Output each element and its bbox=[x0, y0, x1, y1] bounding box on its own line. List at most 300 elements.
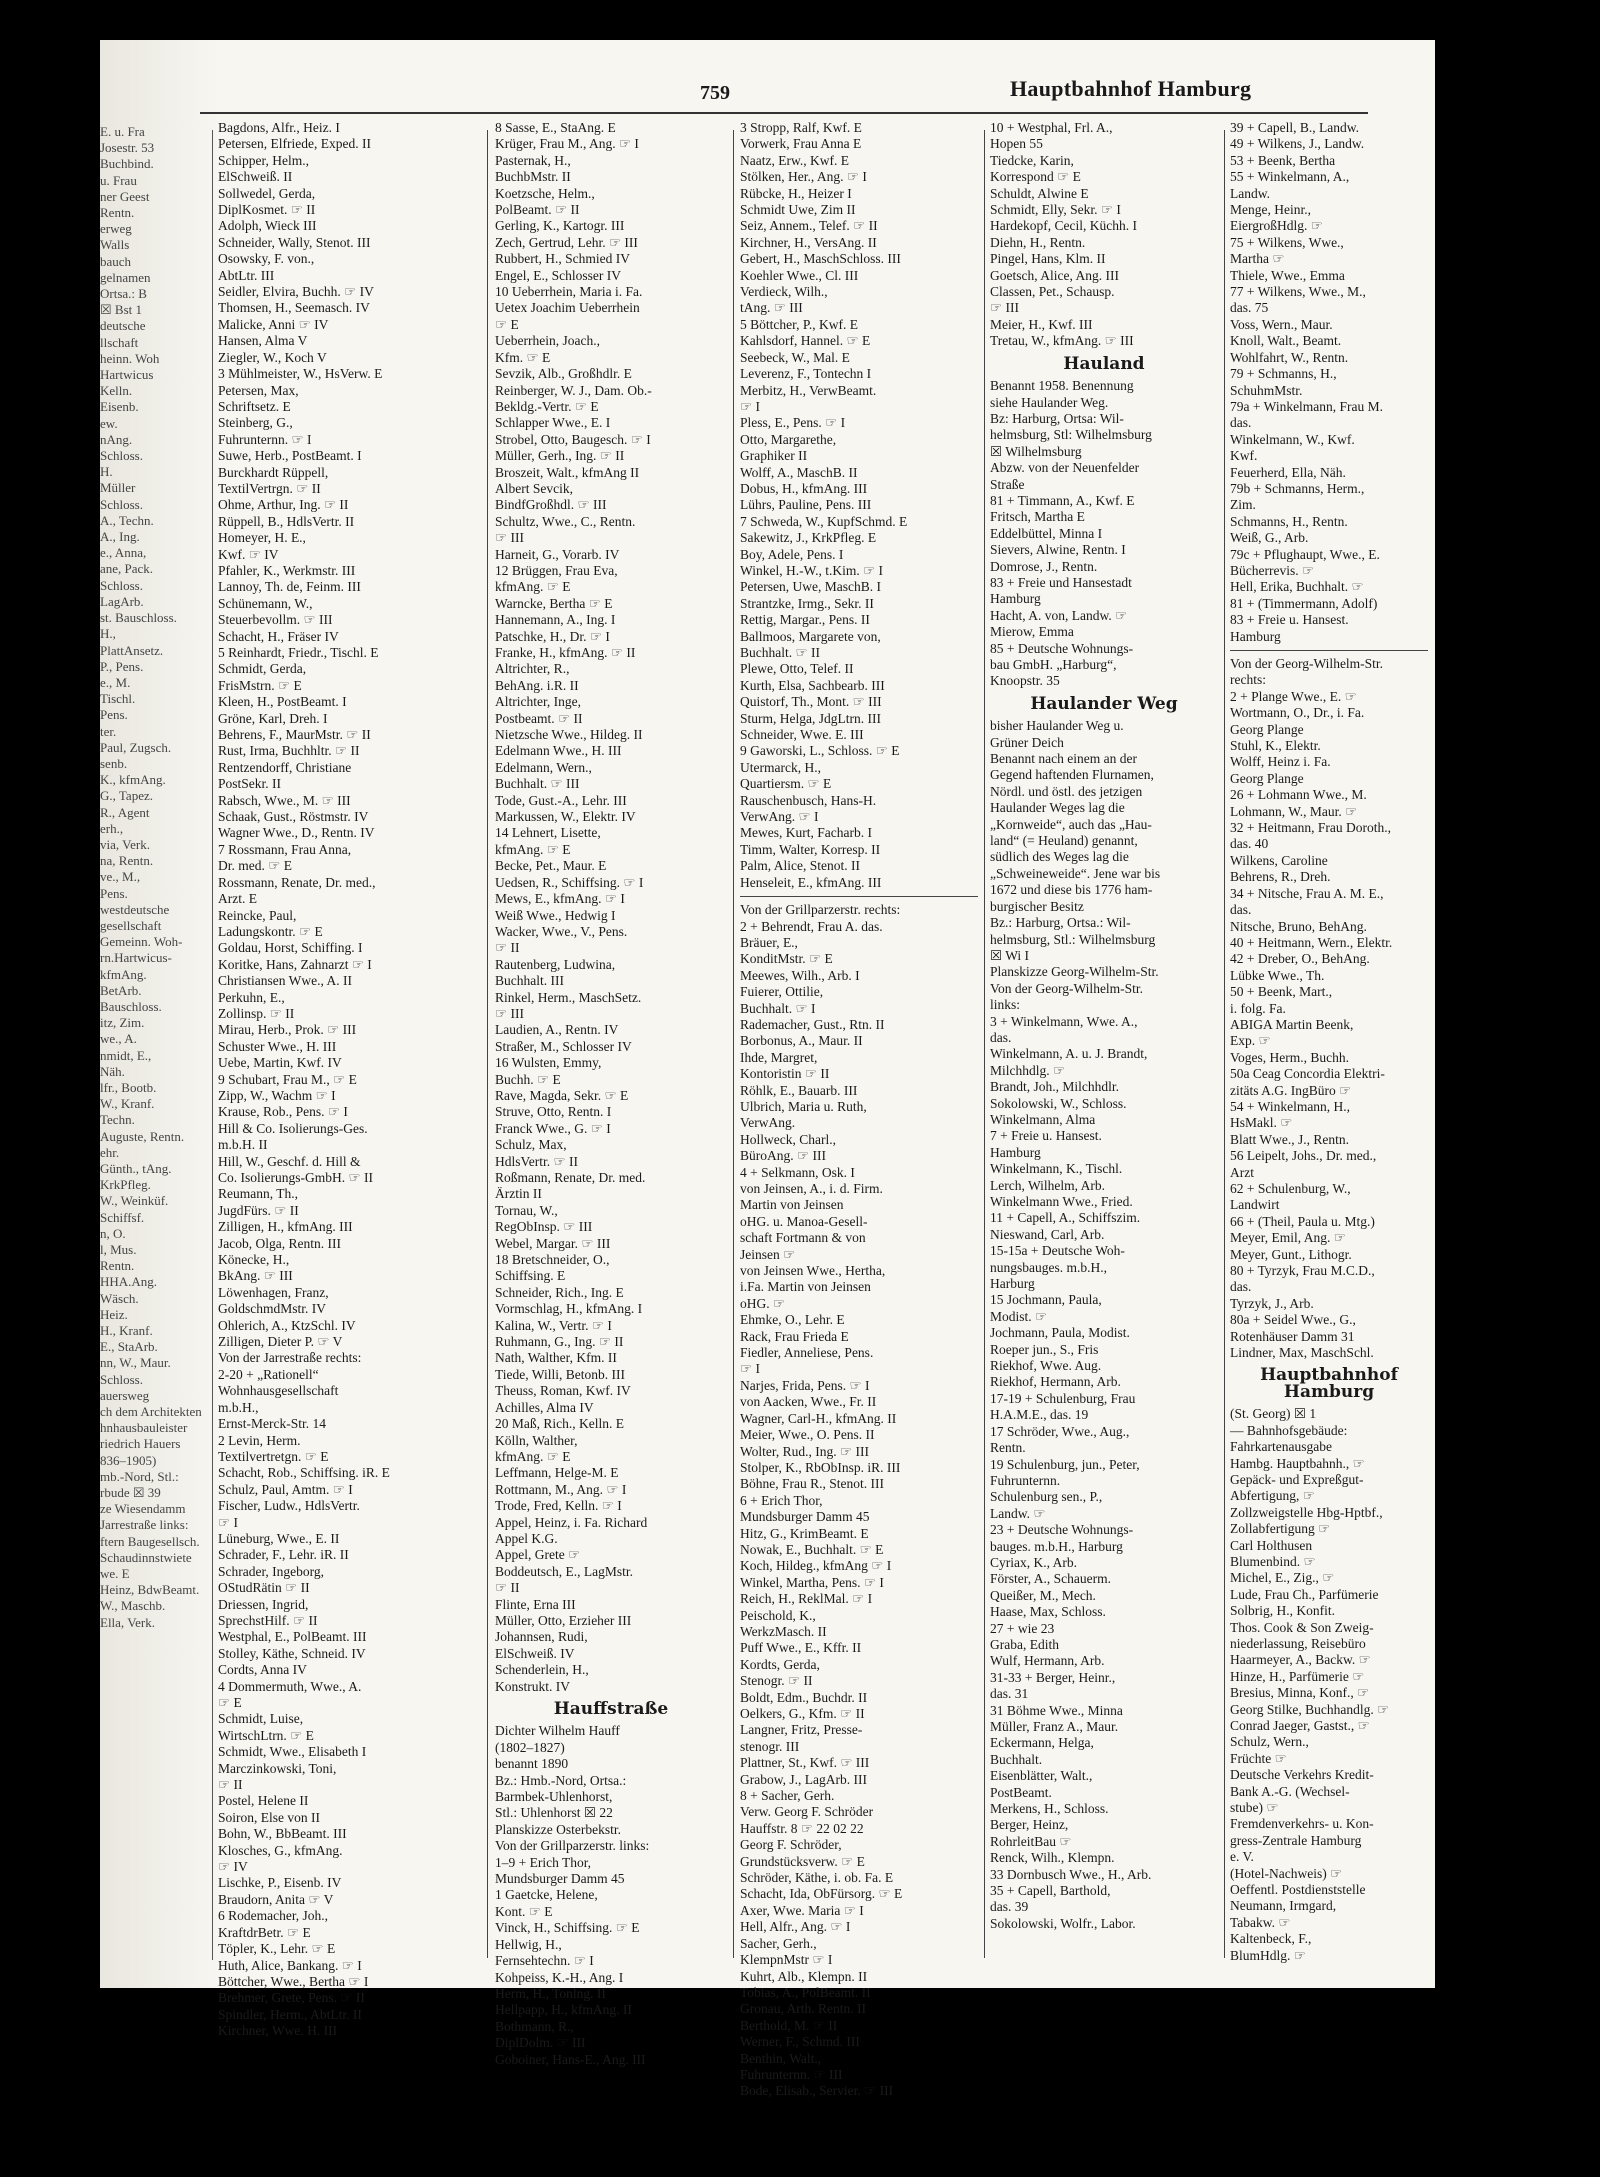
directory-entry: Meyer, Gunt., Lithogr. bbox=[1230, 1246, 1352, 1262]
directory-entry: Gegend haftenden Flurnamen, bbox=[990, 767, 1154, 783]
directory-entry: Georg Plange bbox=[1230, 770, 1304, 786]
directory-entry: Mewes, Kurt, Facharb. I bbox=[740, 825, 872, 841]
directory-entry: tAng. ☞ III bbox=[740, 300, 803, 316]
directory-entry: Kfm. ☞ E bbox=[495, 349, 551, 365]
directory-entry: Deutsche Verkehrs Kredit- bbox=[1230, 1767, 1374, 1783]
directory-entry: 5 Böttcher, P., Kwf. E bbox=[740, 316, 858, 332]
directory-entry: Uetex Joachim Ueberrhein bbox=[495, 300, 640, 316]
directory-entry: Müller, Franz A., Maur. bbox=[990, 1719, 1119, 1734]
directory-entry: Warncke, Bertha ☞ E bbox=[495, 595, 613, 611]
directory-entry: 54 + Winkelmann, H., bbox=[1230, 1098, 1351, 1114]
fragment-line: Paul, Zugsch. bbox=[100, 739, 172, 755]
directory-entry: Hauffstr. 8 ☞ 22 02 22 bbox=[740, 1820, 864, 1836]
directory-entry: Schaak, Gust., Röstmstr. IV bbox=[218, 809, 369, 825]
directory-entry: 79c + Pflughaupt, Wwe., E. bbox=[1230, 546, 1380, 562]
directory-entry: Lannoy, Th. de, Feinm. III bbox=[218, 579, 361, 595]
directory-entry: AbtLtr. III bbox=[218, 267, 275, 283]
directory-entry: Sevzik, Alb., Großhdlr. E bbox=[495, 366, 632, 382]
directory-entry: Schulenburg sen., P., bbox=[990, 1489, 1103, 1505]
directory-entry: Langner, Fritz, Presse- bbox=[740, 1722, 863, 1738]
directory-entry: Benthin, Walt., bbox=[740, 2050, 822, 2066]
fragment-line: e., Anna, bbox=[100, 545, 147, 561]
directory-entry: Laudien, A., Rentn. IV bbox=[495, 1022, 619, 1038]
directory-entry: siehe Haulander Weg. bbox=[990, 394, 1109, 410]
directory-entry: 9 Gaworski, L., Schloss. ☞ E bbox=[740, 743, 900, 759]
directory-entry: Nitsche, Bruno, BehAng. bbox=[1230, 918, 1367, 934]
directory-entry: Grüner Deich bbox=[990, 734, 1064, 750]
directory-entry: Georg F. Schröder, bbox=[740, 1837, 842, 1853]
directory-entry: Leverenz, F., Tontechn I bbox=[740, 366, 872, 382]
directory-entry: land“ (= Heuland) genannt, bbox=[990, 833, 1138, 849]
directory-entry: 23 + Deutsche Wohnungs- bbox=[990, 1522, 1134, 1538]
directory-entry: Martin von Jeinsen bbox=[740, 1197, 844, 1213]
directory-entry: ☞ III bbox=[990, 300, 1019, 316]
directory-entry: Huth, Alice, Bankang. ☞ I bbox=[218, 1957, 362, 1973]
directory-entry: das. 31 bbox=[990, 1686, 1029, 1702]
column-3 bbox=[740, 120, 978, 2099]
directory-entry: Kordts, Gerda, bbox=[740, 1656, 820, 1672]
directory-entry: Franke, H., kfmAng. ☞ II bbox=[495, 645, 636, 660]
directory-entry: 10 Ueberrhein, Maria i. Fa. bbox=[495, 284, 643, 300]
directory-entry: kfmAng. ☞ E bbox=[495, 579, 571, 595]
directory-entry: von Jeinsen, A., i. d. Firm. bbox=[740, 1181, 883, 1196]
directory-entry: Straßer, M., Schlosser IV bbox=[495, 1038, 632, 1054]
directory-entry: Naatz, Erw., Kwf. E bbox=[740, 152, 849, 168]
fragment-line: Josestr. 53 bbox=[100, 140, 155, 156]
directory-entry: Rauschenbusch, Hans-H. bbox=[740, 792, 877, 808]
directory-entry: Eckermann, Helga, bbox=[990, 1735, 1094, 1751]
directory-entry: Otto, Margarethe, bbox=[740, 431, 837, 447]
directory-entry: Ohlerich, A., KtzSchl. IV bbox=[218, 1317, 356, 1333]
directory-entry: Fahrkartenausgabe bbox=[1230, 1439, 1332, 1455]
directory-entry: Seidler, Elvira, Buchh. ☞ IV bbox=[218, 284, 374, 300]
directory-entry: Struve, Otto, Rentn. I bbox=[495, 1104, 612, 1120]
directory-entry: 49 + Wilkens, J., Landw. bbox=[1230, 136, 1365, 152]
fragment-line: Ortsa.: B bbox=[100, 286, 147, 302]
directory-entry: Benannt 1958. Benennung bbox=[990, 378, 1134, 394]
directory-entry: 1–9 + Erich Thor, bbox=[495, 1854, 592, 1870]
directory-entry: Thos. Cook & Son Zweig- bbox=[1230, 1619, 1374, 1635]
directory-entry: Buchhalt. ☞ II bbox=[740, 645, 820, 660]
directory-entry: 10 + Westphal, Frl. A., bbox=[990, 120, 1113, 135]
directory-entry: 8 + Sacher, Gerh. bbox=[740, 1788, 835, 1804]
directory-entry: Altrichter, R., bbox=[495, 661, 570, 677]
directory-entry: Rossmann, Renate, Dr. med., bbox=[218, 874, 376, 890]
directory-entry: 20 Maß, Rich., Kelln. E bbox=[495, 1416, 624, 1432]
directory-entry: Pasternak, H., bbox=[495, 152, 571, 168]
directory-entry: 7 Schweda, W., KupfSchmd. E bbox=[740, 513, 908, 529]
directory-entry: Zollinsp. ☞ II bbox=[218, 1005, 295, 1021]
directory-entry: Buchhalt. ☞ I bbox=[740, 1000, 816, 1016]
directory-entry: Conrad Jaeger, Gastst., ☞ bbox=[1230, 1718, 1370, 1733]
fragment-line: Jarrestraße links: bbox=[100, 1517, 189, 1533]
directory-entry: Stölken, Her., Ang. ☞ I bbox=[740, 169, 867, 185]
page-header: Hauptbahnhof Hamburg bbox=[1010, 76, 1252, 101]
directory-entry: Abzw. von der Neuenfelder bbox=[990, 460, 1140, 476]
directory-entry: Petersen, Max, bbox=[218, 382, 299, 398]
fragment-line: rbude ☒ 39 bbox=[100, 1485, 161, 1501]
directory-entry: 50a Ceag Concordia Elektri- bbox=[1230, 1066, 1385, 1082]
fragment-line: ter. bbox=[100, 723, 117, 739]
directory-entry: Zipp, W., Wachm ☞ I bbox=[218, 1087, 336, 1103]
directory-entry: 2 Levin, Herm. bbox=[218, 1432, 301, 1448]
directory-entry: Reumann, Th., bbox=[218, 1186, 298, 1202]
directory-entry: 53 + Beenk, Bertha bbox=[1230, 152, 1336, 168]
directory-entry: 14 Lehnert, Lisette, bbox=[495, 825, 601, 841]
directory-entry: Bank A.-G. (Wechsel- bbox=[1230, 1783, 1350, 1799]
fragment-line: nn, W., Maur. bbox=[100, 1355, 171, 1371]
directory-entry: Burckhardt Rüppell, bbox=[218, 464, 329, 480]
directory-entry: 1672 und diese bis 1776 ham- bbox=[990, 882, 1153, 898]
directory-entry: VerwAng. ☞ I bbox=[740, 809, 819, 825]
directory-entry: Theuss, Roman, Kwf. IV bbox=[495, 1383, 631, 1399]
directory-entry: Malicke, Anni ☞ IV bbox=[218, 316, 329, 332]
directory-entry: Thomsen, H., Seemasch. IV bbox=[218, 300, 370, 316]
directory-entry: Schiffsing. E bbox=[495, 1268, 566, 1284]
directory-entry: Ernst-Merck-Str. 14 bbox=[218, 1416, 326, 1432]
directory-entry: WerkzMasch. II bbox=[740, 1623, 827, 1639]
directory-entry: SprechstHilf. ☞ II bbox=[218, 1612, 318, 1628]
fragment-line: westdeutsche bbox=[100, 901, 170, 917]
directory-entry: Thiele, Wwe., Emma bbox=[1230, 267, 1345, 283]
directory-entry: Carl Holthusen bbox=[1230, 1537, 1313, 1553]
directory-entry: Rubbert, H., Schmied IV bbox=[495, 251, 630, 267]
directory-entry: Schmidt, Wwe., Elisabeth I bbox=[218, 1744, 367, 1760]
fragment-line: erh., bbox=[100, 820, 124, 836]
directory-entry: 27 + wie 23 bbox=[990, 1620, 1055, 1636]
directory-entry: Von der Georg-Wilhelm-Str. bbox=[1230, 656, 1384, 671]
directory-entry: Ihde, Margret, bbox=[740, 1049, 818, 1065]
directory-entry: Hollweck, Charl., bbox=[740, 1131, 836, 1147]
directory-entry: 26 + Lohmann Wwe., M. bbox=[1230, 787, 1367, 803]
directory-entry: 12 Brüggen, Frau Eva, bbox=[495, 562, 618, 578]
directory-entry: Schmidt, Elly, Sekr. ☞ I bbox=[990, 202, 1121, 218]
fragment-line: BetArb. bbox=[100, 982, 142, 998]
directory-entry: GoldschmdMstr. IV bbox=[218, 1301, 326, 1317]
directory-entry: Boy, Adele, Pens. I bbox=[740, 546, 844, 562]
directory-entry: Narjes, Frida, Pens. ☞ I bbox=[740, 1377, 870, 1393]
directory-entry: Hinze, H., Parfümerie ☞ bbox=[1230, 1668, 1365, 1684]
fragment-line: ☒ Bst 1 bbox=[100, 302, 142, 318]
directory-entry: Bohn, W., BbBeamt. III bbox=[218, 1826, 347, 1842]
fragment-line: ehr. bbox=[100, 1144, 120, 1160]
directory-entry: BkAng. ☞ III bbox=[218, 1268, 293, 1284]
directory-entry: DiplDolm. ☞ III bbox=[495, 2035, 586, 2051]
column-1 bbox=[218, 120, 478, 2039]
street-heading: Haulander Weg bbox=[1030, 693, 1178, 714]
directory-entry: Förster, A., Schauerm. bbox=[990, 1571, 1111, 1587]
directory-entry: Riekhof, Wwe. Aug. bbox=[990, 1358, 1102, 1374]
directory-entry: schaft Fortmann & von bbox=[740, 1230, 866, 1246]
directory-entry: 17 Schröder, Wwe., Aug., bbox=[990, 1423, 1130, 1439]
directory-entry: Mundsburger Damm 45 bbox=[740, 1509, 870, 1525]
directory-entry: Von der Grillparzerstr. rechts: bbox=[740, 902, 901, 918]
directory-entry: Leffmann, Helge-M. E bbox=[495, 1465, 619, 1481]
directory-entry: Puff Wwe., E., Kffr. II bbox=[740, 1640, 862, 1656]
directory-entry: das. 39 bbox=[990, 1899, 1029, 1915]
directory-entry: Zilligen, Dieter P. ☞ V bbox=[218, 1334, 343, 1350]
directory-entry: Kalina, W., Vertr. ☞ I bbox=[495, 1317, 612, 1333]
fragment-line: we., A. bbox=[100, 1031, 137, 1047]
directory-entry: ☞ III bbox=[495, 530, 524, 546]
directory-entry: 31-33 + Berger, Heinr., bbox=[990, 1669, 1116, 1685]
directory-entry: ☞ IV bbox=[218, 1859, 248, 1875]
directory-entry: Schrader, F., Lehr. iR. II bbox=[218, 1547, 349, 1563]
directory-entry: Menge, Heinr., bbox=[1230, 202, 1311, 218]
directory-entry: Feuerherd, Ella, Näh. bbox=[1230, 464, 1346, 480]
directory-entry: benannt 1890 bbox=[495, 1756, 569, 1772]
directory-entry: 79 + Schmanns, H., bbox=[1230, 366, 1337, 382]
directory-entry: Bagdons, Alfr., Heiz. I bbox=[218, 120, 340, 135]
directory-entry: Herm, H., Tonlng. II bbox=[495, 1985, 606, 2001]
directory-entry: ☞ II bbox=[495, 1580, 520, 1596]
directory-entry: Renck, Wilh., Klempn. bbox=[990, 1850, 1115, 1866]
directory-entry: Graphiker II bbox=[740, 448, 808, 464]
directory-entry: Petersen, Uwe, MaschB. I bbox=[740, 579, 881, 595]
directory-entry: Nietzsche Wwe., Hildeg. II bbox=[495, 727, 643, 743]
directory-entry: Tornau, W., bbox=[495, 1202, 558, 1218]
directory-entry: Altrichter, Inge, bbox=[495, 694, 582, 710]
directory-entry: Nördl. und östl. des jetzigen bbox=[990, 783, 1143, 799]
directory-entry: ☒ Wi I bbox=[990, 947, 1030, 963]
directory-entry: Michel, E., Zig., ☞ bbox=[1230, 1570, 1335, 1586]
directory-entry: Fiedler, Anneliese, Pens. bbox=[740, 1345, 874, 1361]
directory-entry: Merkens, H., Schloss. bbox=[990, 1801, 1109, 1817]
directory-entry: Utermarck, H., bbox=[740, 759, 821, 775]
directory-entry: 2 + Plange Wwe., E. ☞ bbox=[1230, 688, 1357, 704]
directory-entry: Sakewitz, J., KrkPfleg. E bbox=[740, 530, 877, 546]
fragment-line: Müller bbox=[100, 480, 136, 496]
directory-entry: e. V. bbox=[1230, 1849, 1254, 1865]
directory-entry: 62 + Schulenburg, W., bbox=[1230, 1181, 1351, 1196]
fragment-line: Eisenb. bbox=[100, 399, 139, 415]
directory-entry: 31 Böhme Wwe., Minna bbox=[990, 1702, 1123, 1718]
directory-entry: helmsburg, Stl.: Wilhelmsburg bbox=[990, 931, 1156, 947]
directory-entry: Grabow, J., LagArb. III bbox=[740, 1771, 867, 1787]
directory-entry: Koehler Wwe., Cl. III bbox=[740, 267, 859, 283]
directory-entry: Voges, Herm., Buchh. bbox=[1230, 1049, 1349, 1065]
directory-entry: Jeinsen ☞ bbox=[740, 1246, 796, 1262]
directory-entry: BehAng. i.R. II bbox=[495, 677, 579, 693]
directory-entry: 34 + Nitsche, Frau A. M. E., bbox=[1230, 885, 1384, 901]
directory-entry: Lindner, Max, MaschSchl. bbox=[1230, 1345, 1374, 1361]
directory-entry: HsMakl. ☞ bbox=[1230, 1115, 1293, 1131]
directory-entry: Pingel, Hans, Klm. II bbox=[990, 251, 1106, 267]
directory-entry: Ohme, Arthur, Ing. ☞ II bbox=[218, 497, 349, 513]
directory-entry: Brandt, Joh., Milchhdlr. bbox=[990, 1079, 1119, 1095]
directory-entry: Plattner, St., Kwf. ☞ III bbox=[740, 1755, 870, 1771]
directory-entry: (St. Georg) ☒ 1 bbox=[1230, 1406, 1317, 1422]
directory-entry: Zollzweigstelle Hbg-Hptbf., bbox=[1230, 1504, 1383, 1520]
directory-entry: Hitz, G., KrimBeamt. E bbox=[740, 1525, 869, 1541]
directory-entry: Ärztin II bbox=[495, 1186, 542, 1202]
directory-entry: Christiansen Wwe., A. II bbox=[218, 973, 352, 989]
directory-entry: Oelkers, G., Kfm. ☞ II bbox=[740, 1706, 865, 1721]
directory-entry: Tabakw. ☞ bbox=[1230, 1914, 1291, 1930]
fragment-line: LagArb. bbox=[100, 593, 144, 609]
directory-entry: Straße bbox=[990, 476, 1025, 492]
fragment-line: bauch bbox=[100, 253, 132, 269]
left-page-fragment bbox=[100, 124, 210, 1958]
directory-entry: Hacht, A. von, Landw. ☞ bbox=[990, 607, 1128, 623]
directory-entry: Ulbrich, Maria u. Ruth, bbox=[740, 1098, 867, 1114]
directory-entry: Stolper, K., RbObInsp. iR. III bbox=[740, 1459, 901, 1475]
directory-entry: Stenogr. ☞ II bbox=[740, 1673, 813, 1689]
column-rule bbox=[487, 130, 488, 1958]
directory-entry: Buchhalt. III bbox=[495, 973, 564, 989]
directory-entry: 19 Schulenburg, jun., Peter, bbox=[990, 1456, 1140, 1472]
fragment-line: Bauschloss. bbox=[100, 998, 162, 1014]
directory-entry: Winkelmann, K., Tischl. bbox=[990, 1161, 1123, 1177]
directory-entry: Franck Wwe., G. ☞ I bbox=[495, 1120, 611, 1136]
directory-entry: 9 Schubart, Frau M., ☞ E bbox=[218, 1071, 357, 1087]
directory-entry: Tiedcke, Karin, bbox=[990, 152, 1074, 168]
directory-entry: Schenderlein, H., bbox=[495, 1662, 589, 1678]
gutter-rule bbox=[212, 130, 213, 1960]
directory-entry: Tyrzyk, J., Arb. bbox=[1230, 1295, 1314, 1311]
directory-entry: 5 Reinhardt, Friedr., Tischl. E bbox=[218, 645, 379, 660]
street-heading: Hauffstraße bbox=[553, 1699, 669, 1719]
directory-entry: Postel, Helene II bbox=[218, 1793, 309, 1809]
column-4 bbox=[990, 120, 1218, 1962]
fragment-line: kfmAng. bbox=[100, 966, 147, 982]
directory-entry: Kaltenbeck, F., bbox=[1230, 1931, 1312, 1947]
directory-entry: Stuhl, K., Elektr. bbox=[1230, 738, 1321, 754]
directory-entry: Berger, Heinz, bbox=[990, 1817, 1069, 1833]
directory-entry: Brehmer, Grete, Pens. ☞ II bbox=[218, 1990, 365, 2006]
directory-entry: Meyer, Emil, Ang. ☞ bbox=[1230, 1230, 1346, 1246]
directory-entry: Blumenbind. ☞ bbox=[1230, 1553, 1316, 1569]
directory-entry: Böttcher, Wwe., Bertha ☞ I bbox=[218, 1973, 369, 1989]
fragment-line: W., Maschb. bbox=[100, 1598, 166, 1614]
directory-entry: Modist. ☞ bbox=[990, 1308, 1048, 1324]
directory-entry: Domrose, J., Rentn. bbox=[990, 558, 1098, 574]
fragment-line: l, Mus. bbox=[100, 1242, 137, 1258]
fragment-line: deutsche bbox=[100, 318, 146, 334]
directory-entry: Hellwig, H., bbox=[495, 1936, 562, 1952]
directory-entry: Gronau, Arth. Rentn. II bbox=[740, 2001, 866, 2017]
directory-entry: Appel, Grete ☞ bbox=[495, 1547, 581, 1563]
directory-entry: Winkelmann, A. u. J. Brandt, bbox=[990, 1046, 1148, 1062]
directory-entry: Flinte, Erna III bbox=[495, 1596, 576, 1612]
directory-entry: H.A.M.E., das. 19 bbox=[990, 1407, 1089, 1423]
directory-entry: Edelmann, Wern., bbox=[495, 759, 592, 775]
directory-entry: Hamburg bbox=[1230, 628, 1281, 644]
fragment-line: H. bbox=[100, 464, 113, 480]
directory-entry: Kirchner, Wwe. H. III bbox=[218, 2023, 338, 2039]
directory-entry: Winkelmann, W., Kwf. bbox=[1230, 431, 1355, 447]
fragment-line: erweg bbox=[100, 221, 132, 237]
directory-entry: Lischke, P., Eisenb. IV bbox=[218, 1875, 342, 1891]
directory-entry: Zilligen, H., kfmAng. III bbox=[218, 1219, 353, 1235]
directory-entry: niederlassung, Reisebüro bbox=[1230, 1635, 1366, 1651]
directory-entry: Von der Jarrestraße rechts: bbox=[218, 1350, 362, 1366]
directory-entry: Früchte ☞ bbox=[1230, 1750, 1287, 1766]
directory-entry: Bz.: Hmb.-Nord, Ortsa.: bbox=[495, 1772, 627, 1788]
directory-entry: Zollabfertigung ☞ bbox=[1230, 1521, 1331, 1537]
directory-entry: i. folg. Fa. bbox=[1230, 1000, 1286, 1016]
directory-entry: Koch, Hildeg., kfmAng ☞ I bbox=[740, 1558, 892, 1574]
directory-entry: Behrens, F., MaurMstr. ☞ II bbox=[218, 727, 371, 743]
directory-entry: Bothmann, R., bbox=[495, 2018, 574, 2034]
header-rule bbox=[200, 112, 1368, 114]
directory-entry: Petersen, Elfriede, Exped. II bbox=[218, 136, 371, 152]
directory-entry: Steuerbevollm. ☞ III bbox=[218, 612, 333, 628]
fragment-line: rn.Hartwicus- bbox=[100, 950, 172, 966]
directory-entry: Schulz, Paul, Amtm. ☞ I bbox=[218, 1481, 353, 1497]
directory-entry: Schipper, Helm., bbox=[218, 152, 309, 168]
directory-entry: Zim. bbox=[1230, 497, 1256, 513]
fragment-line: gesellschaft bbox=[100, 917, 162, 933]
directory-entry: Eddelbüttel, Minna I bbox=[990, 525, 1103, 541]
directory-entry: Kohpeiss, K.-H., Ang. I bbox=[495, 1969, 624, 1985]
column-5 bbox=[1230, 120, 1428, 1962]
directory-entry: Strobel, Otto, Baugesch. ☞ I bbox=[495, 431, 651, 447]
directory-entry: kfmAng. ☞ E bbox=[495, 841, 571, 857]
directory-entry: Dichter Wilhelm Hauff bbox=[495, 1723, 620, 1739]
directory-entry: Merbitz, H., VerwBeamt. bbox=[740, 382, 877, 398]
directory-entry: Kwf. bbox=[1230, 448, 1258, 464]
fragment-line: Tischl. bbox=[100, 691, 136, 707]
fragment-line: H., bbox=[100, 626, 116, 642]
directory-entry: stenogr. III bbox=[740, 1738, 800, 1754]
directory-entry: Bücherrevis. ☞ bbox=[1230, 562, 1315, 578]
fragment-line: we. E bbox=[100, 1566, 130, 1582]
directory-entry: Schacht, Ida, ObFürsorg. ☞ E bbox=[740, 1886, 903, 1902]
section-rule bbox=[1230, 650, 1428, 651]
directory-entry: Homeyer, H. E., bbox=[218, 530, 306, 546]
directory-entry: Tretau, W., kfmAng. ☞ III bbox=[990, 333, 1134, 349]
directory-entry: Bz: Harburg, Ortsa: Wil- bbox=[990, 410, 1124, 426]
directory-entry: Timm, Walter, Korresp. II bbox=[740, 841, 881, 857]
directory-entry: Peischold, K., bbox=[740, 1607, 816, 1623]
directory-entry: Queißer, M., Mech. bbox=[990, 1587, 1096, 1603]
fragment-line: hnhausbauleister bbox=[100, 1420, 188, 1436]
directory-entry: Schmidt, Gerda, bbox=[218, 661, 307, 677]
fragment-line: Schiffsf. bbox=[100, 1209, 145, 1225]
fragment-line: Ella, Verk. bbox=[100, 1614, 155, 1630]
directory-entry: Hell, Erika, Buchhalt. ☞ bbox=[1230, 579, 1364, 595]
directory-entry: ☞ I bbox=[218, 1514, 238, 1530]
directory-entry: Rabsch, Wwe., M. ☞ III bbox=[218, 792, 351, 808]
directory-entry: Fremdenverkehrs- u. Kon- bbox=[1230, 1816, 1374, 1832]
directory-entry: Exp. ☞ bbox=[1230, 1033, 1271, 1049]
directory-entry: ABIGA Martin Beenk, bbox=[1230, 1016, 1354, 1032]
directory-entry: KraftdrBetr. ☞ E bbox=[218, 1924, 311, 1940]
directory-entry: Müller, Otto, Erzieher III bbox=[495, 1612, 632, 1628]
directory-entry: von Aacken, Wwe., Fr. II bbox=[740, 1394, 877, 1410]
directory-entry: Henseleit, E., kfmAng. III bbox=[740, 874, 882, 890]
directory-entry: Abfertigung, ☞ bbox=[1230, 1488, 1315, 1504]
directory-entry: Wohlfahrt, W., Rentn. bbox=[1230, 349, 1349, 365]
fragment-line: ch dem Architekten bbox=[100, 1404, 202, 1420]
directory-entry: Dobus, H., kfmAng. III bbox=[740, 480, 868, 496]
fragment-line: ner Geest bbox=[100, 188, 150, 204]
directory-entry: Schuster Wwe., H. III bbox=[218, 1038, 337, 1054]
directory-entry: Töpler, K., Lehr. ☞ E bbox=[218, 1941, 336, 1957]
directory-entry: 1 Gaetcke, Helene, bbox=[495, 1887, 598, 1903]
directory-entry: Fuhrunternn. ☞ I bbox=[218, 431, 312, 447]
directory-entry: Weiß Wwe., Hedwig I bbox=[495, 907, 616, 923]
directory-entry: Strantzke, Irmg., Sekr. II bbox=[740, 595, 874, 611]
directory-entry: TextilVertrgn. ☞ II bbox=[218, 480, 321, 496]
directory-entry: Boddeutsch, E., LagMstr. bbox=[495, 1563, 633, 1579]
directory-page bbox=[100, 40, 1435, 2099]
directory-entry: Knoll, Walt., Beamt. bbox=[1230, 333, 1342, 349]
directory-entry: Schuldt, Alwine E bbox=[990, 185, 1089, 201]
directory-entry: Uebe, Martin, Kwf. IV bbox=[218, 1055, 342, 1071]
directory-entry: JugdFürs. ☞ II bbox=[218, 1202, 299, 1218]
